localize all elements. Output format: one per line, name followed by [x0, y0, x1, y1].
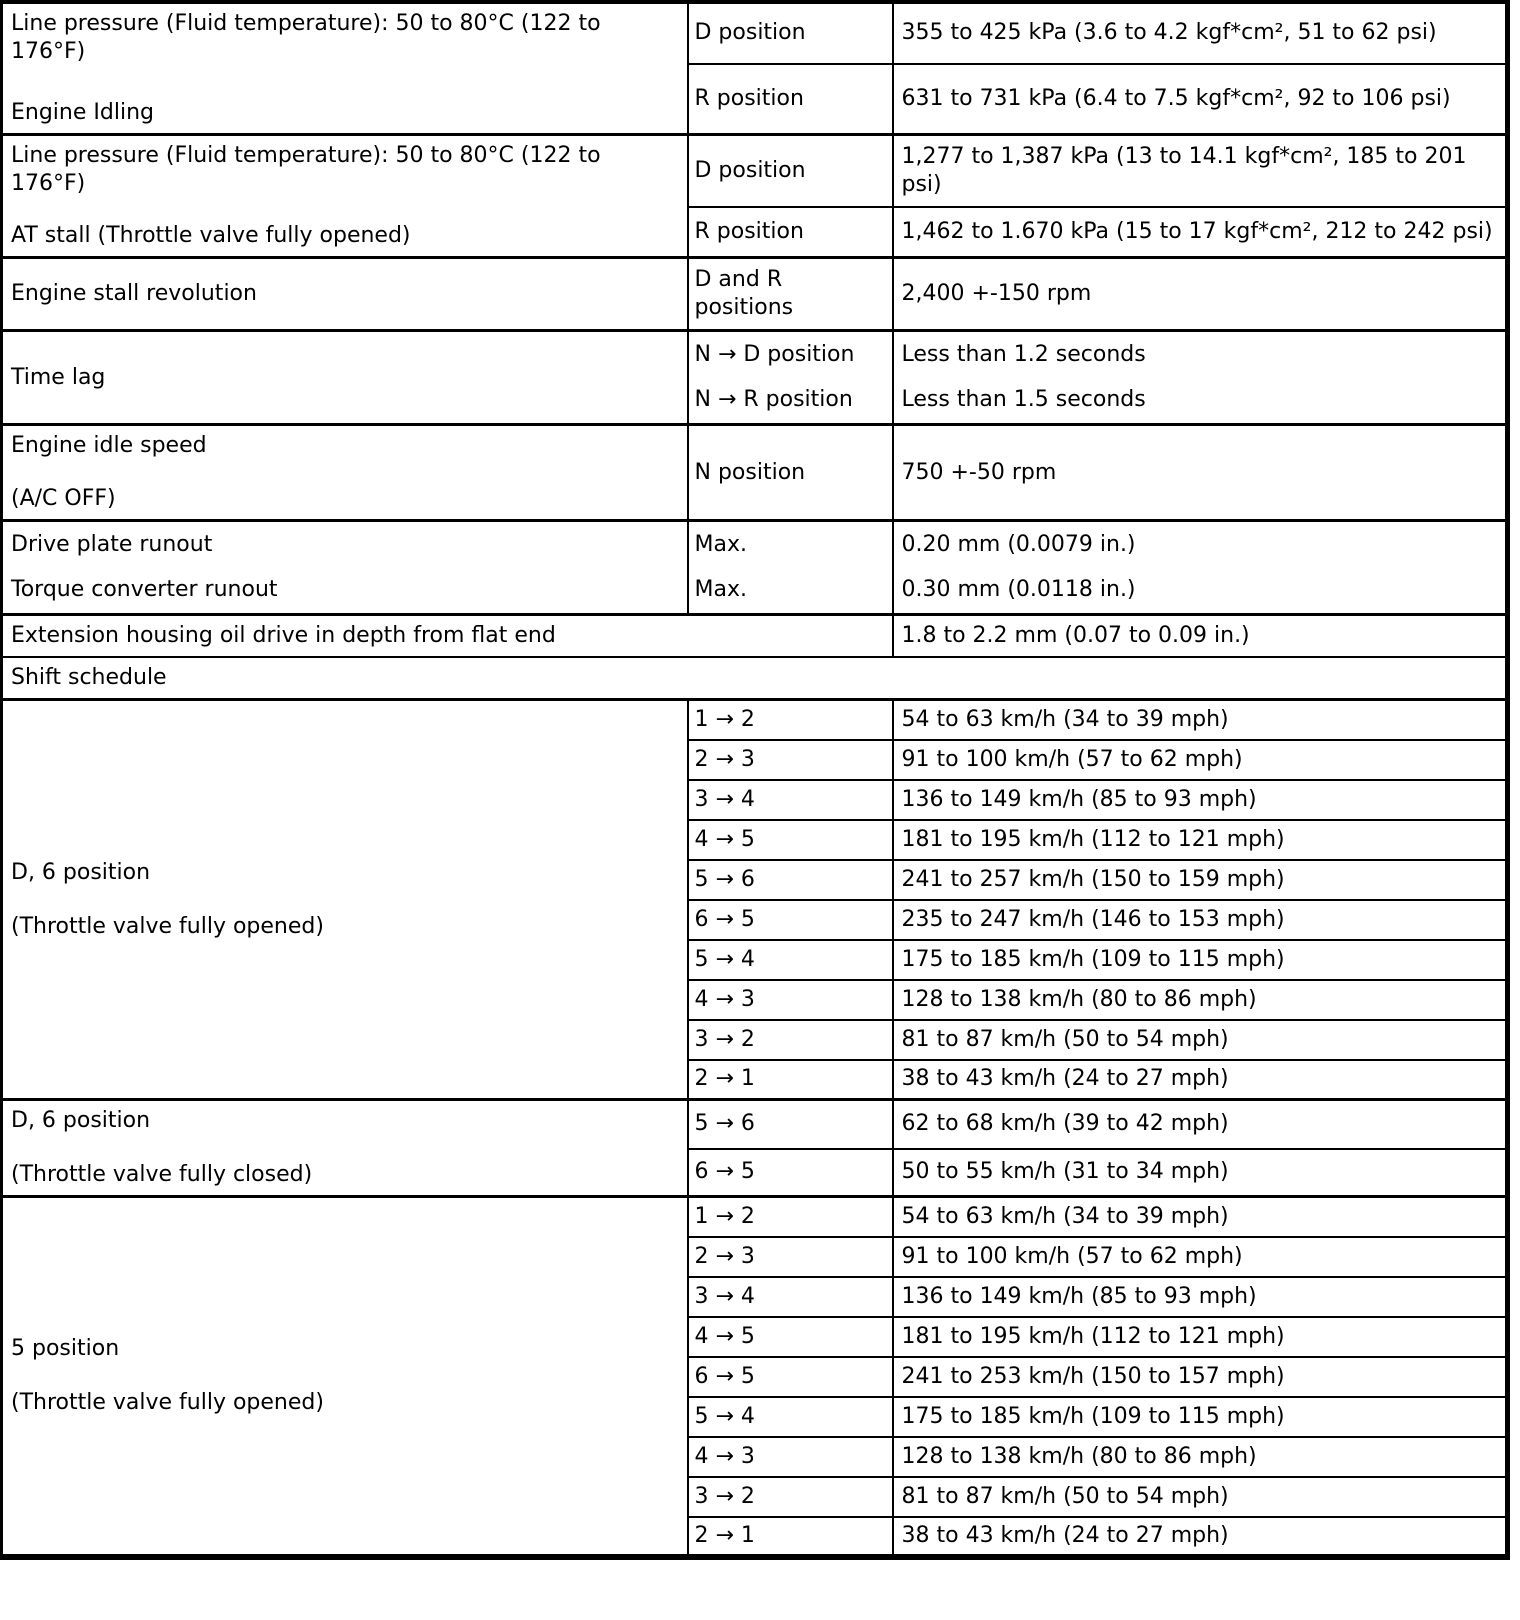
engine-stall-revolution-val: 2,400 +-150 rpm: [893, 258, 1508, 331]
line-pressure-idling-val-d: 355 to 425 kPa (3.6 to 4.2 kgf*cm², 51 to 62 psi): [893, 2, 1508, 64]
engine-idle-speed-val: 750 +-50 rpm: [893, 425, 1508, 521]
shift-value-cell: 81 to 87 km/h (50 to 54 mph): [893, 1477, 1508, 1517]
engine-idle-speed-desc-cell: [2, 425, 688, 521]
engine-idle-speed-pos: N position: [688, 425, 893, 521]
shift-pos-cell: 2 → 1: [688, 1060, 893, 1100]
d6-open-desc-cell: [2, 700, 688, 1100]
engine-idle-speed-ac-note: (A/C OFF): [11, 486, 116, 511]
line-pressure-stall-val-r: 1,462 to 1.670 kPa (15 to 17 kgf*cm², 212 to 242 psi): [893, 207, 1508, 257]
line-pressure-stall-pos-d: D position: [688, 135, 893, 208]
shift-pos-cell: 4 → 5: [688, 820, 893, 860]
shift-pos-cell: 5 → 6: [688, 860, 893, 900]
shift-value-cell: 62 to 68 km/h (39 to 42 mph): [893, 1100, 1508, 1149]
line-pressure-stall-desc-cell: [2, 135, 688, 258]
engine-stall-revolution-label: Engine stall revolution: [2, 258, 688, 331]
drive-plate-runout-val: 0.20 mm (0.0079 in.): [893, 521, 1508, 568]
pos5-open-position-label: 5 position: [11, 1335, 120, 1361]
torque-converter-runout-pos: Max.: [688, 568, 893, 615]
shift-pos-cell: 4 → 5: [688, 1317, 893, 1357]
shift-pos-cell: 2 → 1: [688, 1517, 893, 1557]
line-pressure-idling-pos-d: D position: [688, 2, 893, 64]
shift-value-cell: 175 to 185 km/h (109 to 115 mph): [893, 940, 1508, 980]
shift-pos-cell: 3 → 2: [688, 1477, 893, 1517]
d6-open-position-label: D, 6 position: [11, 859, 151, 885]
extension-housing-depth-label: Extension housing oil drive in depth from flat end: [2, 615, 893, 658]
drive-plate-runout-pos: Max.: [688, 521, 893, 568]
shift-pos-cell: 5 → 4: [688, 940, 893, 980]
shift-value-cell: 235 to 247 km/h (146 to 153 mph): [893, 900, 1508, 940]
shift-pos-cell: 3 → 4: [688, 1277, 893, 1317]
shift-schedule-heading: Shift schedule: [2, 657, 1508, 700]
shift-value-cell: 54 to 63 km/h (34 to 39 mph): [893, 1197, 1508, 1237]
shift-value-cell: 175 to 185 km/h (109 to 115 mph): [893, 1397, 1508, 1437]
time-lag-label: Time lag: [2, 331, 688, 425]
time-lag-pos-nd: N → D position: [688, 331, 893, 378]
engine-stall-revolution-pos: D and R positions: [688, 258, 893, 331]
pos5-open-desc-cell: [2, 1197, 688, 1557]
shift-pos-cell: 5 → 6: [688, 1100, 893, 1149]
d6-closed-throttle-note: (Throttle valve fully closed): [11, 1162, 313, 1187]
shift-pos-cell: 6 → 5: [688, 900, 893, 940]
shift-pos-cell: 4 → 3: [688, 980, 893, 1020]
torque-converter-runout-val: 0.30 mm (0.0118 in.): [893, 568, 1508, 615]
shift-pos-cell: 5 → 4: [688, 1397, 893, 1437]
line-pressure-stall-mode: AT stall (Throttle valve fully opened): [11, 223, 411, 248]
shift-pos-cell: 3 → 2: [688, 1020, 893, 1060]
d6-closed-position-label: D, 6 position: [11, 1108, 151, 1133]
drive-plate-runout-label: Drive plate runout: [2, 521, 688, 568]
line-pressure-idling-val-r: 631 to 731 kPa (6.4 to 7.5 kgf*cm², 92 to 106 psi): [893, 64, 1508, 135]
shift-pos-cell: 3 → 4: [688, 780, 893, 820]
shift-pos-cell: 1 → 2: [688, 700, 893, 740]
shift-pos-cell: 2 → 3: [688, 1237, 893, 1277]
shift-pos-cell: 2 → 3: [688, 740, 893, 780]
shift-value-cell: 128 to 138 km/h (80 to 86 mph): [893, 1437, 1508, 1477]
time-lag-pos-nr: N → R position: [688, 378, 893, 425]
extension-housing-depth-val: 1.8 to 2.2 mm (0.07 to 0.09 in.): [893, 615, 1508, 658]
line-pressure-idling-desc-cell: [2, 2, 688, 135]
line-pressure-stall-pos-r: R position: [688, 207, 893, 257]
torque-converter-runout-label: Torque converter runout: [2, 568, 688, 615]
shift-value-cell: 136 to 149 km/h (85 to 93 mph): [893, 1277, 1508, 1317]
time-lag-val-nr: Less than 1.5 seconds: [893, 378, 1508, 425]
shift-value-cell: 241 to 253 km/h (150 to 157 mph): [893, 1357, 1508, 1397]
shift-value-cell: 81 to 87 km/h (50 to 54 mph): [893, 1020, 1508, 1060]
shift-value-cell: 54 to 63 km/h (34 to 39 mph): [893, 700, 1508, 740]
line-pressure-stall-val-d: 1,277 to 1,387 kPa (13 to 14.1 kgf*cm², 185 to 201 psi): [893, 135, 1508, 208]
shift-value-cell: 38 to 43 km/h (24 to 27 mph): [893, 1060, 1508, 1100]
d6-open-throttle-note: (Throttle valve fully opened): [11, 913, 324, 939]
shift-pos-cell: 4 → 3: [688, 1437, 893, 1477]
shift-pos-cell: 1 → 2: [688, 1197, 893, 1237]
time-lag-val-nd: Less than 1.2 seconds: [893, 331, 1508, 378]
d6-closed-desc-cell: [2, 1100, 688, 1197]
shift-value-cell: 136 to 149 km/h (85 to 93 mph): [893, 780, 1508, 820]
line-pressure-stall-condition: Line pressure (Fluid temperature): 50 to 80°C (122 to 176°F): [11, 143, 601, 196]
line-pressure-idling-mode: Engine Idling: [11, 100, 154, 125]
shift-value-cell: 128 to 138 km/h (80 to 86 mph): [893, 980, 1508, 1020]
shift-value-cell: 241 to 257 km/h (150 to 159 mph): [893, 860, 1508, 900]
line-pressure-idling-pos-r: R position: [688, 64, 893, 135]
shift-value-cell: 38 to 43 km/h (24 to 27 mph): [893, 1517, 1508, 1557]
shift-pos-cell: 6 → 5: [688, 1149, 893, 1197]
shift-value-cell: 91 to 100 km/h (57 to 62 mph): [893, 1237, 1508, 1277]
line-pressure-idling-condition: Line pressure (Fluid temperature): 50 to 80°C (122 to 176°F): [11, 11, 601, 64]
shift-value-cell: 181 to 195 km/h (112 to 121 mph): [893, 820, 1508, 860]
shift-value-cell: 91 to 100 km/h (57 to 62 mph): [893, 740, 1508, 780]
engine-idle-speed-label: Engine idle speed: [11, 433, 207, 458]
shift-pos-cell: 6 → 5: [688, 1357, 893, 1397]
shift-value-cell: 181 to 195 km/h (112 to 121 mph): [893, 1317, 1508, 1357]
shift-value-cell: 50 to 55 km/h (31 to 34 mph): [893, 1149, 1508, 1197]
pos5-open-throttle-note: (Throttle valve fully opened): [11, 1389, 324, 1415]
